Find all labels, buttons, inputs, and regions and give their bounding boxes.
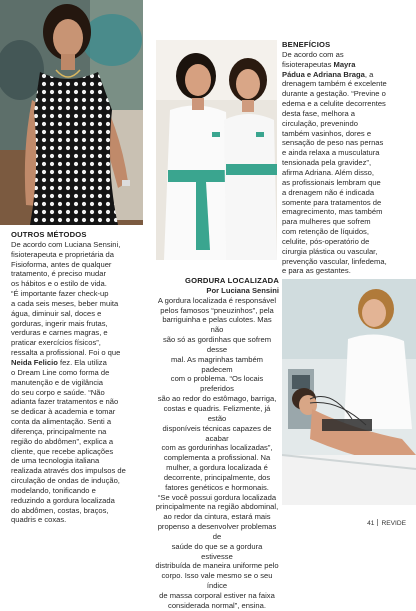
outros-line-neida-rest: fez. Ela utiliza xyxy=(57,357,107,367)
gordura-line: são só as gordinhas que sofrem desse xyxy=(162,335,272,354)
photo-woman-polka-dot-dress xyxy=(0,0,143,225)
beneficios-line-3-rest: , a xyxy=(364,69,374,79)
footer-separator xyxy=(377,519,378,526)
gordura-line: decorrente, principalmente, dos xyxy=(163,472,271,482)
gordura-line: mulher, a gordura localizada é xyxy=(166,463,268,473)
heading-gordura-localizada: GORDURA LOCALIZADA xyxy=(184,276,279,285)
beneficios-line: durante a gestação. “Previne o xyxy=(282,89,386,99)
beneficios-line: somente para tratamentos de xyxy=(282,197,382,207)
beneficios-line: e ainda relaxa a musculatura xyxy=(282,148,380,158)
gordura-line: com o problema. “Os locais preferidos xyxy=(170,374,264,394)
beneficios-line: para mulheres que sofrem xyxy=(282,217,371,227)
photo-woman-polka-dot-dress-art xyxy=(0,0,143,225)
outros-line: “É importante fazer check-up xyxy=(11,289,109,299)
outros-line: reduzindo a gordura localizada xyxy=(11,495,115,505)
outros-line: região do abdômen”, explica a xyxy=(11,436,114,446)
outros-line: de uma tecnologia italiana xyxy=(11,456,100,466)
name-padua-adriana-braga: Pádua e Adriana Braga xyxy=(282,69,365,79)
outros-line: se dedicar à academia e tomar xyxy=(11,407,116,417)
outros-line: os hábitos e o estilo de vida. xyxy=(11,279,107,289)
beneficios-line: cirurgia plástica ou vascular, xyxy=(282,246,378,256)
outros-line-neida xyxy=(11,358,151,368)
gordura-line: saúde do que se a gordura estivesse xyxy=(171,541,263,561)
section-gordura-localizada xyxy=(155,276,279,611)
outros-line: adianta fazer tratamentos e não xyxy=(11,397,119,407)
gordura-line: A gordura localizada é responsável xyxy=(157,295,277,305)
beneficios-line: tensionada pela gravidez”, xyxy=(282,158,372,168)
outros-line: verduras e carnes magras, e xyxy=(11,328,108,338)
photo-treatment-session-art xyxy=(282,279,416,505)
gordura-line: principalmente na região abdominal, xyxy=(155,502,279,512)
beneficios-line-3 xyxy=(282,70,412,80)
outros-line: praticar exercícios físicos”, xyxy=(11,338,101,348)
outros-line: gorduras, ingerir mais frutas, xyxy=(11,318,108,328)
beneficios-line: e para as gestantes. xyxy=(282,266,351,276)
beneficios-line: edema e a celulite decorrentes xyxy=(282,99,386,109)
gordura-line: mal. As magrinhas também padecem xyxy=(170,354,263,374)
gordura-line: barriguinha e pelas culotes. Mas não xyxy=(162,315,272,335)
outros-line: quadris e coxas. xyxy=(11,515,67,525)
photo-two-physiotherapists xyxy=(156,40,277,260)
outros-line: do seu corpo e saúde. “Não xyxy=(11,387,105,397)
beneficios-line: circulação, prevenindo xyxy=(282,118,358,128)
beneficios-line-2-text: fisioterapeutas xyxy=(282,59,332,69)
outros-line: conta da alimentação. Senti a xyxy=(11,417,112,427)
outros-line: fisioterapeuta e proprietária da xyxy=(11,249,115,259)
outros-line-ressalta: ressalta a profissional. Foi o que xyxy=(11,348,121,358)
heading-beneficios: BENEFÍCIOS xyxy=(282,40,331,49)
beneficios-line: celulite, pós-operatório de xyxy=(282,236,370,246)
gordura-line: “Se você possui gordura localizada xyxy=(157,492,277,502)
gordura-line: considerada normal”, ensina. xyxy=(168,600,266,610)
gordura-line: fatores genéticos e hormonais. xyxy=(165,482,269,492)
beneficios-line-2 xyxy=(282,60,412,70)
outros-line: Fisioforma, antes de qualquer xyxy=(11,259,112,269)
gordura-line: complementa a profissional. Na xyxy=(163,453,271,463)
gordura-line: com as gordurinhas localizadas”, xyxy=(161,443,273,453)
name-mayra: Mayra xyxy=(331,59,356,69)
outros-line: a cada seis meses, beber muita xyxy=(11,298,119,308)
outros-line: o Dream Line como forma de xyxy=(11,367,110,377)
beneficios-line: emagrecimento, mas também xyxy=(282,207,383,217)
magazine-name: REVIDE xyxy=(381,520,406,527)
photo-treatment-session xyxy=(282,279,416,505)
beneficios-line: com retenção de líquidos, xyxy=(282,227,369,237)
gordura-line: costas e quadris. Felizmente, já estão xyxy=(163,403,271,423)
outros-body-continued xyxy=(11,368,151,526)
page-footer xyxy=(290,519,406,527)
beneficios-line: também vasinhos, dores e xyxy=(282,128,372,138)
byline-luciana-sensini: Por Luciana Sensini xyxy=(206,285,279,295)
gordura-body xyxy=(155,296,279,611)
gordura-line: ao redor da cintura, estará mais xyxy=(163,512,271,522)
outros-body xyxy=(11,240,151,348)
outros-line: diferença, principalmente na xyxy=(11,426,107,436)
beneficios-line: drenagem também é excelente xyxy=(282,79,387,89)
beneficios-line: a drenagem não é indicada xyxy=(282,187,375,197)
outros-line: De acordo com Luciana Sensini, xyxy=(11,239,121,249)
outros-line: cliente, que recebe aplicações xyxy=(11,446,114,456)
outros-line: realizada através dos impulsos de xyxy=(11,466,126,476)
photo-two-physiotherapists-art xyxy=(156,40,277,260)
beneficios-line-1: De acordo com as xyxy=(282,49,344,59)
gordura-line: corpo. Isso vale mesmo se o seu índice xyxy=(161,571,273,591)
heading-outros-metodos: OUTROS MÉTODOS xyxy=(11,230,87,239)
name-neida-felicio: Neida Felicio xyxy=(11,357,58,367)
beneficios-line: afirma Adriana. Além disso, xyxy=(282,167,375,177)
beneficios-body xyxy=(282,79,412,276)
beneficios-line: prevenção vascular, linfedema, xyxy=(282,256,387,266)
gordura-line: distribuída de maneira uniforme pelo xyxy=(155,561,279,571)
outros-line: tratamento, é preciso mudar xyxy=(11,269,106,279)
outros-line: água, diminuir sal, doces e xyxy=(11,308,102,318)
gordura-line: são ao redor do estômago, barriga, xyxy=(157,394,277,404)
outros-line: manutenção e de vigilância xyxy=(11,377,104,387)
gordura-line: propenso a desenvolver problemas de xyxy=(157,522,277,541)
gordura-line: de massa corporal estiver na faixa xyxy=(159,591,275,600)
gordura-line: disponíveis técnicas capazes de acabar xyxy=(162,423,272,443)
beneficios-line: sensação de peso nas pernas xyxy=(282,138,384,148)
page-number: 41 xyxy=(367,520,375,527)
outros-line: circulação de ondas de indução, xyxy=(11,476,120,486)
outros-line: modelando, tonificando e xyxy=(11,485,96,495)
beneficios-line: desta fase, melhora a xyxy=(282,108,356,118)
outros-line: do abdômen, costas, braços, xyxy=(11,505,109,515)
section-beneficios xyxy=(282,40,412,276)
section-outros-metodos xyxy=(11,230,151,525)
gordura-line: pelos famosos “pneuzinhos”, pela xyxy=(160,305,274,315)
beneficios-line: as profissionais lembram que xyxy=(282,177,381,187)
